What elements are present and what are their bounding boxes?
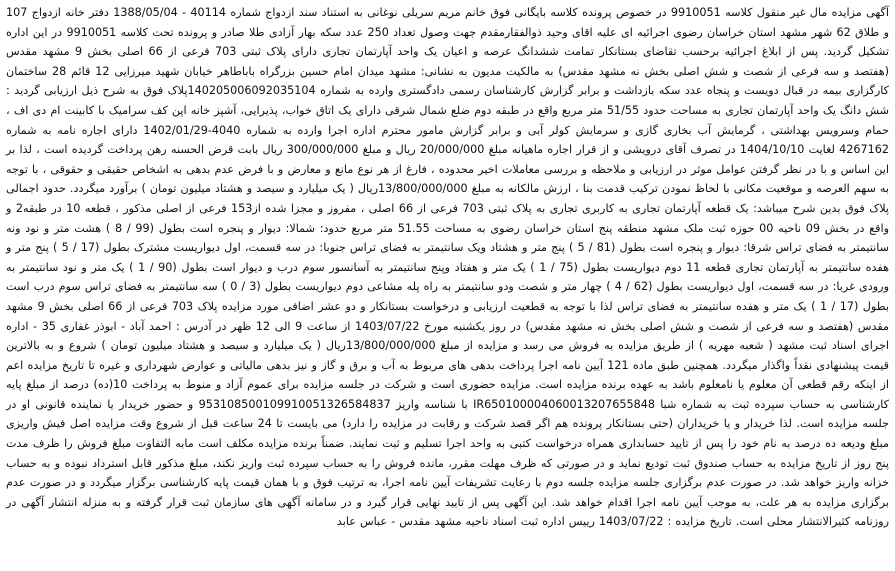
notice-body-text: آگهی مزایده مال غیر منقول کلاسه 9910051 در خصوص پرونده کلاسه بایگانی فوق خانم مریم سریلی نوغانی به استناد سند ازدواج شماره 40114 - 1388/05/04 دفتر خانه ازدواج 107 و طلاق 62 شهر مشهد استان خراسان رضوی اجرائیه ای علیه اقای وحید ذوالفقارمقدم جهت وصول تعداد 250 عدد سکه بهار آزادی طلا صادر و پرونده تحت کلاسه 9910051 در این اداره تشکیل گردید. پس از ابلاغ اجرائیه برحسب تقاضای بستانکار تمامت ششدانگ عرصه و اعیان یک واحد آپارتمان تجاری دارای پلاک ثبتی 703 فرعی از 66 اصلی بخش 9 مشهد مقدس (هفتصد و سه فرعی از شصت و شش اصلی بخش نه مشهد مقدس) به مالکیت مدیون به نشانی: مشهد میدان امام حسین بزرگراه باباطاهر خیابان شهید میرزایی 12 قائم 28 ساختمان کارگزاری بیمه در قبال دویست و پنجاه عدد سکه بازداشت و برابر گزارش کارشناسان رسمی دادگستری وارده به شماره 140205006092035104پلاک فوق به شرح ذیل ارزیابی گردید : شش دانگ یک واحد آپارتمان تجاری به مساحت حدود 51/55 متر مربع واقع در طبقه دوم ضلع شمال شرقی دارای یک اتاق خواب، پذیرایی، آشپز خانه اپن کف سرامیک با کابینت ام دی اف ، حمام وسرویس بهداشتی ، گرمایش آب بخاری گازی و سرمایش کولر آبی و برابر گزارش مامور محترم اداره اجرا وارده به شماره 4040-1402/01/29 دارای اجاره نامه به شماره 4267162 لغایت 1404/10/10 در تصرف آقای درویشی و از قرار اجاره ماهیانه مبلغ 20/000/000 ریال و مبلغ 300/000/000 ریال بابت قرض الحسنه رهن پرداخت گردیده است ، لذا بر این اساس و با در نظر گرفتن عوامل موثر در ارزیابی و ملاحظه و بررسی معاملات اخیر محدوده ، فارغ از هر نوع مانع و معارض و با فرض عدم بدهی به اشخاص حقیقی و حقوقی ، با توجه به سهم العرصه و موقعیت مکانی با لحاظ نمودن ترکیب قدمت بنا ، ارزش مالکانه به مبلغ 13/800/000/000ریال ( یک میلیارد و سیصد و هشتاد میلیون تومان ) برآورد میگردد. حدود اجمالی پلاک فوق بدین شرح میباشد: یک قطعه آپارتمان تجاری به کاربری تجاری به پلاک ثبتی 703 فرعی از 66 اصلی ، مفروز و مجزا شده از153 فرعی از اصلی مذکور ، قطعه 10 در طبقه2 و واقع در بخش 09 ناحیه 00 حوزه ثبت ملک مشهد منطقه پنج استان خراسان رضوی به مساحت 51.55 متر مربع حدود: شمالا: دیوار و پنجره است بطول (99 / 8 ) هشت متر و نود ونه سانتیمتر به فضای تراس شرقا: دیوار و پنجره است بطول (81 / 5 ) پنج متر و هشتاد ویک سانتیمتر به فضای تراس جنوبا: در سه قسمت، اول دیواریست مشترک بطول (17 / 5 ) پنج متر و هفده سانتیمتر به آپارتمان تجاری قطعه 11 دوم دیواریست بطول (75 / 1 ) یک متر و هفتاد وپنج سانتیمتر به آسانسور سوم درب و دیوار است بطول (90 / 1 ) یک متر و نود سانتیمتر به ورودی غربا: در سه قسمت، اول دیواریست بطول (62 / 4 ) چهار متر و شصت ودو سانتیمتر به راه پله مشاعی دوم دیواریست بطول (3 / 0 ) سه سانتیمتر به فضای تراس سوم درب است بطول (17 / 1 ) یک متر و هفده سانتیمتر به فضای تراس لذا با توجه به قطعیت ارزیابی و درخواست بستانکار و دو عشر اضافی مورد مزایده پلاک 703 فرعی از 66 اصلی بخش 9 مشهد مقدس (هفتصد و سه فرعی از شصت و شش اصلی بخش نه مشهد مقدس) در روز یکشنبه مورخ 1403/07/22 از ساعت 9 الی 12 ظهر در آدرس : احمد آباد - ابوذر غفاری 35 - اداره اجرای اسناد ثبت مشهد ( شعبه مهریه ) از طریق مزایده به فروش می رسد و مزایده از مبلغ 13/800/000/000ریال ( یک میلیارد و سیصد و هشتاد میلیون تومان ) شروع و به بالاترین قیمت پیشنهادی نقداً واگذار میگردد. همچنین طبق ماده 121 آیین نامه اجرا پرداخت بدهی های مربوط به آب و برق و گاز و نیز بدهی مالیاتی و عوارض شهرداری و غیره تا تاریخ مزایده اعم از اینکه رقم قطعی آن معلوم یا نامعلوم باشد به عهده برنده مزایده است. مزایده حضوری است و شرکت در جلسه مزایده برای عموم آزاد و منوط به پرداخت 10(ده) درصد از مبلغ پایه کارشناسی به حساب سپرده ثبت به شماره شبا IR650100004060013207655848 با شناسه واریز 953108500109910051326584837 و حضور خریدار یا نماینده قانونی او در جلسه مزایده است. لذا خریدار و یا خریداران (حتی بستانکار پرونده هم اگر قصد شرکت و رقابت در مزایده را دارد) می بایست تا 24 ساعت قبل از شروع وقت مزایده اصل فیش واریزی مبلغ ودیعه ده درصد به نام خود را پس از تایید حسابداری همراه درخواست کتبی به واحد اجرا تسلیم و ثبت نمایند. ضمناً برنده مزایده مکلف است مابه التفاوت مبلغ فروش را ظرف مدت پنج روز از تاریخ مزایده به حساب صندوق ثبت تودیع نماید و در صورتی که ظرف مهلت مقرر، مانده فروش را به حساب سپرده ثبت واریز نکند، مبلغ مذکور قابل استرداد نبوده و به حساب خزانه واریز خواهد شد. در صورت عدم برگزاری جلسه مزایده جلسه دوم با رعایت تشریفات آیین نامه اجرا، به ترتیب فوق و با همان قیمت پایه کارشناسی برگزار میگردد و در صورت عدم برگزاری مزایده به هر علت، به موجب آیین نامه اجرا اقدام خواهد شد. این آگهی پس از تایید نهایی قرار گیرد و در سامانه آگهی های سازمان ثبت قرار گرفته و به منزله انتشار آگهی در روزنامه کثیرالانتشار محلی است. تاریخ مزایده : 1403/07/22 رییس اداره ثبت اسناد ناحیه مشهد مقدس - عباس عابد <box>6 6 890 529</box>
